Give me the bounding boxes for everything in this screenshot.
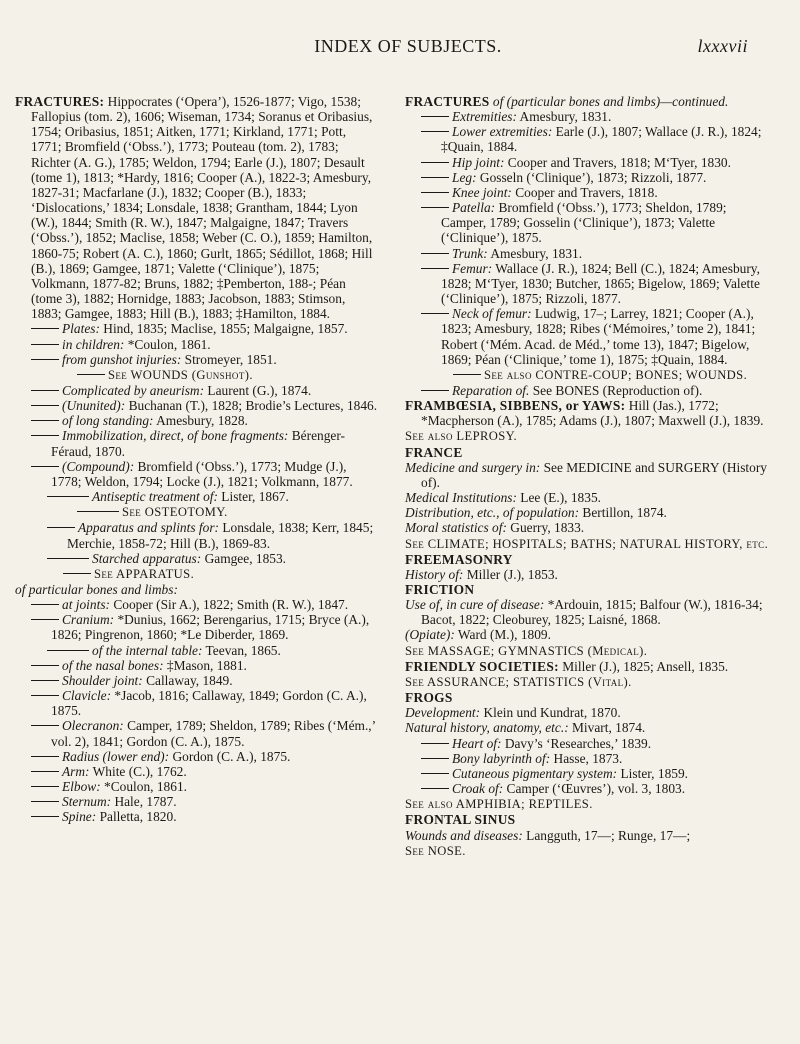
entry-france-institutions: Medical Institutions: Lee (E.), 1835. bbox=[405, 490, 601, 506]
entry-children: in children: *Coulon, 1861. bbox=[15, 337, 379, 352]
entry-france: FRANCE bbox=[405, 444, 463, 460]
entry-hip-joint: Hip joint: Cooper and Travers, 1818; M‘Tyer, 1830. bbox=[405, 155, 769, 170]
entry-frogs-natural-history: Natural history, anatomy, etc.: Mivart, 1874. bbox=[405, 720, 646, 736]
entry-spine: Spine: Palletta, 1820. bbox=[15, 809, 379, 824]
entry-long-standing: of long standing: Amesbury, 1828. bbox=[15, 413, 379, 428]
entry-antiseptic: Antiseptic treatment of: Lister, 1867. bbox=[15, 489, 379, 504]
entry-trunk: Trunk: Amesbury, 1831. bbox=[405, 246, 769, 261]
entry-plates: Plates: Hind, 1835; Maclise, 1855; Malgaigne, 1857. bbox=[15, 321, 379, 336]
cross-reference: See CLIMATE; HOSPITALS; BATHS; NATURAL HISTORY, etc. bbox=[405, 536, 769, 551]
entry-friction-opiate: (Opiate): Ward (M.), 1809. bbox=[405, 627, 551, 643]
entry-friction: FRICTION bbox=[405, 582, 475, 597]
entry-frontal-wounds: Wounds and diseases: Langguth, 17—; Runge, 17—; bbox=[405, 827, 691, 843]
entry-immobilization: Immobilization, direct, of bone fragments: Bérenger-Féraud, 1870. bbox=[15, 428, 379, 458]
entry-cranium: Cranium: *Dunius, 1662; Berengarius, 1715; Bryce (A.), 1826; Pingrenon, 1860; *Le Diberder, 1869. bbox=[15, 612, 379, 642]
entry-lower-extremities: Lower extremities: Earle (J.), 1807; Wallace (J. R.), 1824; ‡Quain, 1884. bbox=[405, 124, 769, 154]
entry-compound: (Compound): Bromfield (‘Obss.’), 1773; Mudge (J.), 1778; Weldon, 1794; Locke (J.), 1821; Volkmann, 1877. bbox=[15, 459, 379, 489]
page-number: lxxxvii bbox=[697, 36, 748, 56]
cross-reference: See also CONTRE-COUP; BONES; WOUNDS. bbox=[405, 367, 769, 383]
entry-aneurism: Complicated by aneurism: Laurent (G.), 1874. bbox=[15, 383, 379, 398]
entry-arm: Arm: White (C.), 1762. bbox=[15, 764, 379, 779]
entry-elbow: Elbow: *Coulon, 1861. bbox=[15, 779, 379, 794]
cross-reference: See WOUNDS (Gunshot). bbox=[15, 367, 379, 383]
entry-sternum: Sternum: Hale, 1787. bbox=[15, 794, 379, 809]
entry-freemasonry-history: History of: Miller (J.), 1853. bbox=[405, 566, 558, 582]
entry-frogs: FROGS bbox=[405, 690, 453, 706]
entry-apparatus: Apparatus and splints for: Lonsdale, 1838; Kerr, 1845; Merchie, 1858-72; Hill (B.), 1869-83. bbox=[15, 520, 379, 550]
cross-reference: See also LEPROSY. bbox=[405, 429, 518, 444]
cross-reference: See also AMPHIBIA; REPTILES. bbox=[405, 797, 593, 812]
entry-joints: at joints: Cooper (Sir A.), 1822; Smith (R. W.), 1847. bbox=[15, 597, 379, 612]
entry-france-distribution: Distribution, etc., of population: Bertillon, 1874. bbox=[405, 505, 667, 521]
page-title: INDEX OF SUBJECTS. bbox=[314, 36, 502, 56]
entry-knee-joint: Knee joint: Cooper and Travers, 1818. bbox=[405, 185, 769, 200]
cross-reference: See ASSURANCE; STATISTICS (Vital). bbox=[405, 674, 632, 689]
entry-patella: Patella: Bromfield (‘Obss.’), 1773; Sheldon, 1789; Camper, 1789; Gosselin (‘Clinique’), 1873; Valette (‘Clinique’), 1875. bbox=[405, 200, 769, 245]
entry-shoulder: Shoulder joint: Callaway, 1849. bbox=[15, 673, 379, 688]
entry-leg: Leg: Gosseln (‘Clinique’), 1873; Rizzoli, 1877. bbox=[405, 170, 769, 185]
entry-framboesia: FRAMBŒSIA, SIBBENS, or YAWS: Hill (Jas.), 1772; *Macpherson (A.), 1785; Adams (J.), 1807; Maxwell (J.), 1839. bbox=[405, 398, 764, 429]
entry-extremities: Extremities: Amesbury, 1831. bbox=[405, 109, 769, 124]
entry-nasal-bones: of the nasal bones: ‡Mason, 1881. bbox=[15, 658, 379, 673]
entry-reparation: Reparation of. See BONES (Reproduction of). bbox=[405, 383, 769, 398]
entry-fractures: FRACTURES: Hippocrates (‘Opera’), 1526-1877; Vigo, 1538; Fallopius (tom. 2), 1606; Wiseman, 1734; Soranus et Oribasius, 1754; Oribasius, 1851; Aitken, 1771; Kirkland, 1771; Pott, 1771; Bromfield (‘Obss.’), 1773; Pouteau (tom. 2), 1783; Richter (A. G.), 1785; Weldon, 1794; Earle (J.), 1807; Desault (tome 1), 1813; *Hardy, 1816; Cooper (A.), 1822-3; Amesbury, 1827-31; Macfarlane (J.), 1832; Cooper (B.), 1833; ‘Dislocations,’ 1834; Lonsdale, 1838; Grantham, 1844; Lyon (W.), 1844; Smith (R. W.), 1847; Malgaigne, 1847; Travers (‘Obss.’), 1852; Maclise, 1858; Weber (C. O.), 1859; Hamilton, 1860-75; Robert (A. C.), 1860; Gurlt, 1865; Sédillot, 1868; Hill (B.), 1869; Gamgee, 1871; Valette (‘Clinique’), 1875; Volkmann, 1877-82; Bruns, 1882; ‡Pemberton, 188-; Péan (tome 3), 1882; Hornidge, 1883; Jacobson, 1883; Stimson, 1883; Gamgee, 1883; Hill (B.), 1883; ‡Hamilton, 1884. bbox=[15, 94, 373, 322]
entry-clavicle: Clavicle: *Jacob, 1816; Callaway, 1849; Gordon (C. A.), 1875. bbox=[15, 688, 379, 718]
entry-friction-use: Use of, in cure of disease: *Ardouin, 1815; Balfour (W.), 1816-34; Bacot, 1822; Cleoburey, 1825; Laisné, 1868. bbox=[405, 597, 763, 628]
entry-femur: Femur: Wallace (J. R.), 1824; Bell (C.), 1824; Amesbury, 1828; M‘Tyer, 1830; Butcher, 1865; Bigelow, 1869; Valette (‘Clinique’), 1875; Rizzoli, 1877. bbox=[405, 261, 769, 306]
entry-friendly-societies: FRIENDLY SOCIETIES: Miller (J.), 1825; Ansell, 1835. bbox=[405, 658, 729, 674]
cross-reference: See MASSAGE; GYMNASTICS (Medical). bbox=[405, 643, 648, 658]
entry-france-moral: Moral statistics of: Guerry, 1833. bbox=[405, 520, 585, 536]
entry-frogs-cutaneous: Cutaneous pigmentary system: Lister, 1859. bbox=[405, 766, 769, 781]
entry-particular-bones: of particular bones and limbs: bbox=[15, 582, 178, 597]
entry-olecranon: Olecranon: Camper, 1789; Sheldon, 1789; Ribes (‘Mém.,’ vol. 2), 1841; Gordon (C. A.), 1875. bbox=[15, 718, 379, 748]
entry-neck-of-femur: Neck of femur: Ludwig, 17–; Larrey, 1821; Cooper (A.), 1823; Amesbury, 1828; Ribes (‘Mémoires,’ tome 2), 1841; Robert (‘Mém. Acad. de Méd.,’ tome 13), 1847; Bigelow, 1869; Péan (‘Clinique,’ tome 1), 1875; ‡Quain, 1884. bbox=[405, 306, 769, 367]
entry-frogs-development: Development: Klein und Kundrat, 1870. bbox=[405, 705, 621, 721]
cross-reference: See NOSE. bbox=[405, 843, 466, 858]
entry-internal-table: of the internal table: Teevan, 1865. bbox=[15, 643, 379, 658]
entry-frogs-heart: Heart of: Davy’s ‘Researches,’ 1839. bbox=[405, 736, 769, 751]
entry-frontal-sinus: FRONTAL SINUS bbox=[405, 812, 516, 828]
entry-frogs-bony-labyrinth: Bony labyrinth of: Hasse, 1873. bbox=[405, 751, 769, 766]
page-header bbox=[68, 36, 748, 66]
entry-starched: Starched apparatus: Gamgee, 1853. bbox=[15, 551, 379, 566]
entry-freemasonry: FREEMASONRY bbox=[405, 551, 513, 567]
right-column bbox=[405, 94, 769, 859]
entry-radius: Radius (lower end): Gordon (C. A.), 1875. bbox=[15, 749, 379, 764]
entry-fractures-continued: FRACTURES of (particular bones and limbs)—continued. bbox=[405, 94, 729, 109]
cross-reference: See APPARATUS. bbox=[15, 566, 379, 582]
left-column bbox=[15, 94, 379, 825]
cross-reference: See OSTEOTOMY. bbox=[15, 504, 379, 520]
entry-frogs-croak: Croak of: Camper (‘Œuvres’), vol. 3, 1803. bbox=[405, 781, 769, 796]
entry-gunshot: from gunshot injuries: Stromeyer, 1851. bbox=[15, 352, 379, 367]
entry-ununited: (Ununited): Buchanan (T.), 1828; Brodie’s Lectures, 1846. bbox=[15, 398, 379, 413]
entry-france-medicine: Medicine and surgery in: See MEDICINE and SURGERY (History of). bbox=[405, 459, 767, 490]
